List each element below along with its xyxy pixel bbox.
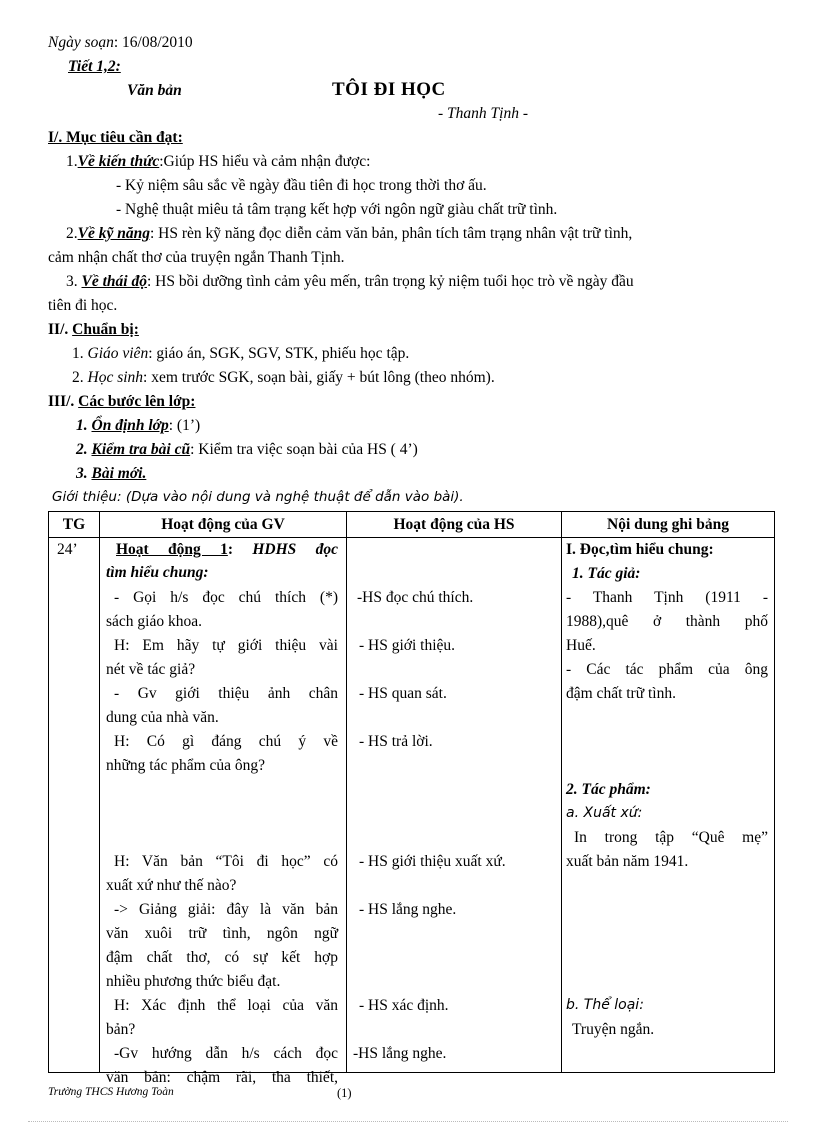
page-title: TÔI ĐI HỌC <box>332 79 446 100</box>
author: - Thanh Tịnh - <box>438 105 528 122</box>
teacher-line: H: Có gì đáng chú ý về <box>114 733 338 750</box>
introduction-note: Giới thiệu: (Dựa vào nội dung và nghệ thuật để dẫn vào bài). <box>52 489 464 505</box>
student-line: -HS lắng nghe. <box>353 1045 447 1062</box>
student-activity-cell <box>347 538 562 1073</box>
teacher-line: H: Xác định thể loại của văn <box>114 997 338 1014</box>
skill-line <box>66 225 632 243</box>
student-prep-text: : xem trước SGK, soạn bài, giấy + bút lông (theo nhóm). <box>143 369 495 386</box>
step-3-line <box>76 465 146 483</box>
board-line: Huế. <box>566 637 596 654</box>
teacher-line: văn bản: chậm rãi, tha thiết, <box>106 1069 338 1086</box>
teacher-line: - Gọi h/s đọc chú thích (*) <box>114 589 338 606</box>
knowledge-line <box>66 153 370 171</box>
step-3-label: Bài mới. <box>91 465 147 482</box>
student-prep-line <box>72 369 495 387</box>
lesson-plan-table <box>48 511 775 1086</box>
header-board-content: Nội dung ghi bảng <box>562 512 775 538</box>
board-author-heading: 1. Tác giả: <box>572 565 641 582</box>
step-3-num: 3. <box>76 465 88 482</box>
page-number: (1) <box>337 1086 352 1100</box>
time-value: 24’ <box>57 541 78 558</box>
knowledge-num: 1. <box>66 153 78 170</box>
teacher-line: xuất xứ như thế nào? <box>106 877 237 894</box>
teacher-prep-label: Giáo viên <box>87 345 149 362</box>
activity-1-heading <box>116 541 338 559</box>
teacher-line: văn xuôi trữ tình, ngôn ngữ <box>106 925 338 942</box>
teacher-line: những tác phẩm của ông? <box>106 757 266 774</box>
time-cell <box>49 538 100 1073</box>
teacher-line: đậm chất thơ, có sự kết hợp <box>106 949 338 966</box>
activity-1-title: HDHS đọc <box>252 541 338 558</box>
teacher-activity-cell <box>100 538 347 1086</box>
skill-text: : HS rèn kỹ năng đọc diễn cảm văn bản, phân tích tâm trạng nhân vật trữ tình, <box>149 225 633 242</box>
attitude-num: 3. <box>66 273 78 290</box>
table-row <box>49 538 775 1073</box>
student-line: - HS trả lời. <box>359 733 433 750</box>
date-label: Ngày soạn <box>48 34 114 51</box>
table-header-row <box>49 512 775 538</box>
knowledge-bullet-2: - Nghệ thuật miêu tả tâm trạng kết hợp với ngôn ngữ giàu chất trữ tình. <box>116 201 558 218</box>
date-line <box>48 34 193 52</box>
header-student-activity: Hoạt động của HS <box>347 512 562 538</box>
attitude-line <box>66 273 634 291</box>
student-line: -HS đọc chú thích. <box>357 589 474 606</box>
teacher-prep-line <box>72 345 409 363</box>
teacher-line: sách giáo khoa. <box>106 613 202 630</box>
step-2-text: : Kiểm tra việc soạn bài của HS ( 4’) <box>190 441 418 458</box>
teacher-line: dung của nhà văn. <box>106 709 219 726</box>
step-2-label: Kiểm tra bài cũ <box>91 441 191 458</box>
board-content-cell <box>562 538 775 1073</box>
board-line: 1988),quê ở thành phố <box>566 613 768 630</box>
skill-num: 2. <box>66 225 78 242</box>
preparation-title: Chuẩn bị: <box>72 321 139 338</box>
step-1-label: Ổn định lớp <box>91 417 169 434</box>
knowledge-label: Về kiến thức <box>77 153 160 170</box>
board-work-heading: 2. Tác phẩm: <box>566 781 651 798</box>
section-preparation-heading <box>48 321 139 339</box>
board-line: - Thanh Tịnh (1911 - <box>566 589 768 606</box>
knowledge-bullet-1: - Kỷ niệm sâu sắc về ngày đầu tiên đi học trong thời thơ ấu. <box>116 177 487 194</box>
step-1-line <box>76 417 200 435</box>
activity-1-colon: : <box>227 541 234 558</box>
date-value: : 16/08/2010 <box>113 34 193 51</box>
student-line: - HS lắng nghe. <box>359 901 457 918</box>
student-line: - HS giới thiệu. <box>359 637 456 654</box>
footer-school: Trường THCS Hương Toàn <box>48 1086 174 1098</box>
board-line: xuất bản năm 1941. <box>566 853 689 870</box>
header-teacher-activity: Hoạt động của GV <box>100 512 347 538</box>
footer-divider <box>28 1121 788 1122</box>
skill-label: Về kỹ năng <box>77 225 150 242</box>
teacher-line: -> Giảng giải: đây là văn bản <box>114 901 338 918</box>
activity-1-title-cont: tìm hiểu chung: <box>106 564 209 581</box>
attitude-label: Về thái độ <box>81 273 147 290</box>
board-line: Truyện ngắn. <box>572 1021 655 1038</box>
board-origin-heading: a. Xuất xứ: <box>566 805 643 821</box>
activity-1-label: Hoạt động 1 <box>116 541 228 558</box>
step-1-text: : (1’) <box>168 417 201 434</box>
teacher-line: H: Văn bản “Tôi đi học” có <box>114 853 338 870</box>
knowledge-text: :Giúp HS hiểu và cảm nhận được: <box>159 153 371 170</box>
board-line: In trong tập “Quê mẹ” <box>574 829 768 846</box>
board-line: đậm chất trữ tình. <box>566 685 676 702</box>
teacher-prep-text: : giáo án, SGK, SGV, STK, phiếu học tập. <box>148 345 410 362</box>
section-objectives-heading: I/. Mục tiêu cần đạt: <box>48 129 183 146</box>
step-1-num: 1. <box>76 417 88 434</box>
text-type-label: Văn bản <box>127 82 182 99</box>
steps-title: Các bước lên lớp: <box>78 393 196 410</box>
step-2-line <box>76 441 418 459</box>
student-prep-num: 2. <box>72 369 84 386</box>
teacher-line: bản? <box>106 1021 136 1038</box>
preparation-num: II/. <box>48 321 69 338</box>
student-line: - HS giới thiệu xuất xứ. <box>359 853 506 870</box>
teacher-line: H: Em hãy tự giới thiệu vài <box>114 637 338 654</box>
teacher-line: - Gv giới thiệu ảnh chân <box>114 685 338 702</box>
student-prep-label: Học sinh <box>87 369 144 386</box>
board-genre-heading: b. Thể loại: <box>566 997 644 1013</box>
board-line: - Các tác phẩm của ông <box>566 661 768 678</box>
attitude-text: : HS bồi dưỡng tình cảm yêu mến, trân trọng kỷ niệm tuổi học trò về ngày đầu <box>146 273 634 290</box>
steps-num: III/. <box>48 393 75 410</box>
header-time: TG <box>49 512 100 538</box>
section-steps-heading <box>48 393 195 411</box>
student-line: - HS quan sát. <box>359 685 447 702</box>
teacher-line: -Gv hướng dẫn h/s cách đọc <box>114 1045 338 1062</box>
student-line: - HS xác định. <box>359 997 449 1014</box>
board-heading: I. Đọc,tìm hiểu chung: <box>566 541 714 558</box>
teacher-prep-num: 1. <box>72 345 84 362</box>
lesson-number: Tiết 1,2: <box>68 58 121 75</box>
teacher-line: nét về tác giả? <box>106 661 196 678</box>
attitude-text-cont: tiên đi học. <box>48 297 118 314</box>
step-2-num: 2. <box>76 441 88 458</box>
teacher-line: nhiều phương thức biểu đạt. <box>106 973 281 990</box>
skill-text-cont: cảm nhận chất thơ của truyện ngắn Thanh Tịnh. <box>48 249 345 266</box>
